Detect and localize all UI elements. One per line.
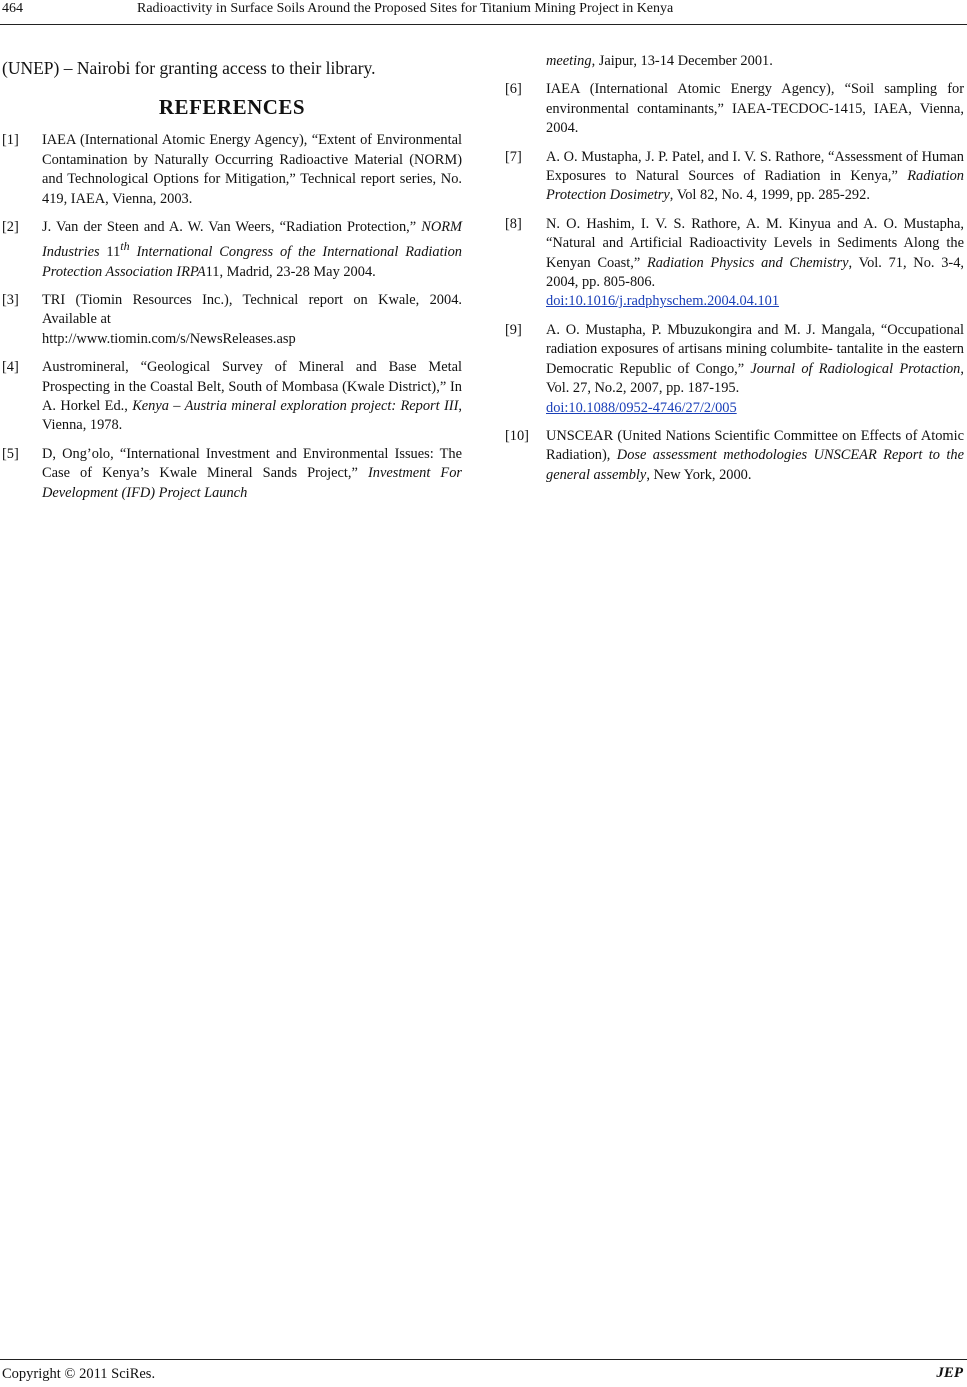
reference-number: [8] [505,215,522,232]
doi-link[interactable]: doi:10.1016/j.radphyschem.2004.04.101 [546,293,780,310]
reference-number: [9] [505,321,522,338]
reference-text: TRI (Tiomin Resources Inc.), Technical report on Kwale, 2004. Available at http://www.tiomin.com/s/NewsReleases.asp [42,291,462,349]
page-header [0,0,967,25]
reference-url[interactable]: http://www.tiomin.com/s/NewsReleases.asp [42,330,296,347]
reference-number: [5] [2,445,19,462]
journal-abbreviation: JEP [936,1365,963,1381]
reference-number: [1] [2,132,19,149]
reference-10 [505,427,964,485]
reference-text: J. Van der Steen and A. W. Van Weers, “Radiation Protection,” NORM Industries 11th International Congress of the International Radiation Protection Association IRPA11, Madrid, 23-28 May 2004. [42,219,462,280]
reference-4 [2,358,462,436]
page-number: 464 [2,1,23,16]
reference-3 [2,291,462,349]
reference-text: A. O. Mustapha, J. P. Patel, and I. V. S. Rathore, “Assessment of Human Exposures to Natural Sources of Radiation in Kenya,” Radiation Protection Dosimetry, Vol 82, No. 4, 1999, pp. 285-292. [546,148,964,204]
doi-link[interactable]: doi:10.1088/0952-4746/27/2/005 [546,399,737,416]
running-title: Radioactivity in Surface Soils Around the Proposed Sites for Titanium Mining Project in Kenya [137,1,674,16]
reference-5 [2,445,462,503]
reference-number: [7] [505,148,522,165]
references-heading: REFERENCES [158,95,306,119]
reference-text: IAEA (International Atomic Energy Agency), “Extent of Environmental Contamination by Naturally Occurring Radioactive Material (NORM) and Technological Options for Mitigation,” Technical report series, No. 419, IAEA, Vienna, 2003. [42,132,462,207]
reference-number: [4] [2,359,19,376]
acknowledgement-text: (UNEP) – Nairobi for granting access to their library. [2,58,376,78]
reference-7 [505,148,964,206]
copyright-notice: Copyright © 2011 SciRes. [2,1366,156,1382]
reference-9 [505,321,964,418]
right-column [505,52,964,494]
reference-6 [505,80,964,138]
reference-number: [3] [2,292,19,309]
reference-1 [2,131,462,209]
reference-text: A. O. Mustapha, P. Mbuzukongira and M. J. Mangala, “Occupational radiation exposures of artisans mining columbite- tantalite in the eastern Democratic Republic of Congo,” Journal of Radiological Protaction, Vol. 27, No.2, 2007, pp. 187-195. doi:10.1088/0952-4746/27/2/005 [546,321,964,418]
reference-text: UNSCEAR (United Nations Scientific Committee on Effects of Atomic Radiation), Dose assessment methodologies UNSCEAR Report to the general assembly, New York, 2000. [546,427,964,483]
reference-text: Austromineral, “Geological Survey of Mineral and Base Metal Prospecting in the Coastal Belt, South of Mombasa (Kwale District),” In A. Horkel Ed., Kenya – Austria mineral exploration project: Report III, Vienna, 1978. [42,359,462,434]
reference-text: D, Ong’olo, “International Investment and Environmental Issues: The Case of Kenya’s Kwale Mineral Sands Project,” Investment For Development (IFD) Project Launch [42,445,462,501]
reference-2 [2,218,462,282]
reference-number: [6] [505,81,522,98]
reference-number: [10] [505,427,529,444]
reference-number: [2] [2,219,19,236]
reference-text: N. O. Hashim, I. V. S. Rathore, A. M. Kinyua and A. O. Mustapha, “Natural and Artificial Radioactivity Levels in Sediments Along the Kenyan Coast,” Radiation Physics and Chemistry, Vol. 71, No. 3-4, 2004, pp. 805-806. doi:10.1016/j.radphyschem.2004.04.101 [546,215,964,312]
reference-text: IAEA (International Atomic Energy Agency), “Soil sampling for environmental contaminants,” IAEA-TECDOC-1415, IAEA, Vienna, 2004. [546,81,964,137]
reference-5-continuation: meeting, Jaipur, 13-14 December 2001. [546,53,773,69]
left-column [2,54,462,512]
page-footer [0,1359,967,1387]
reference-8 [505,215,964,312]
